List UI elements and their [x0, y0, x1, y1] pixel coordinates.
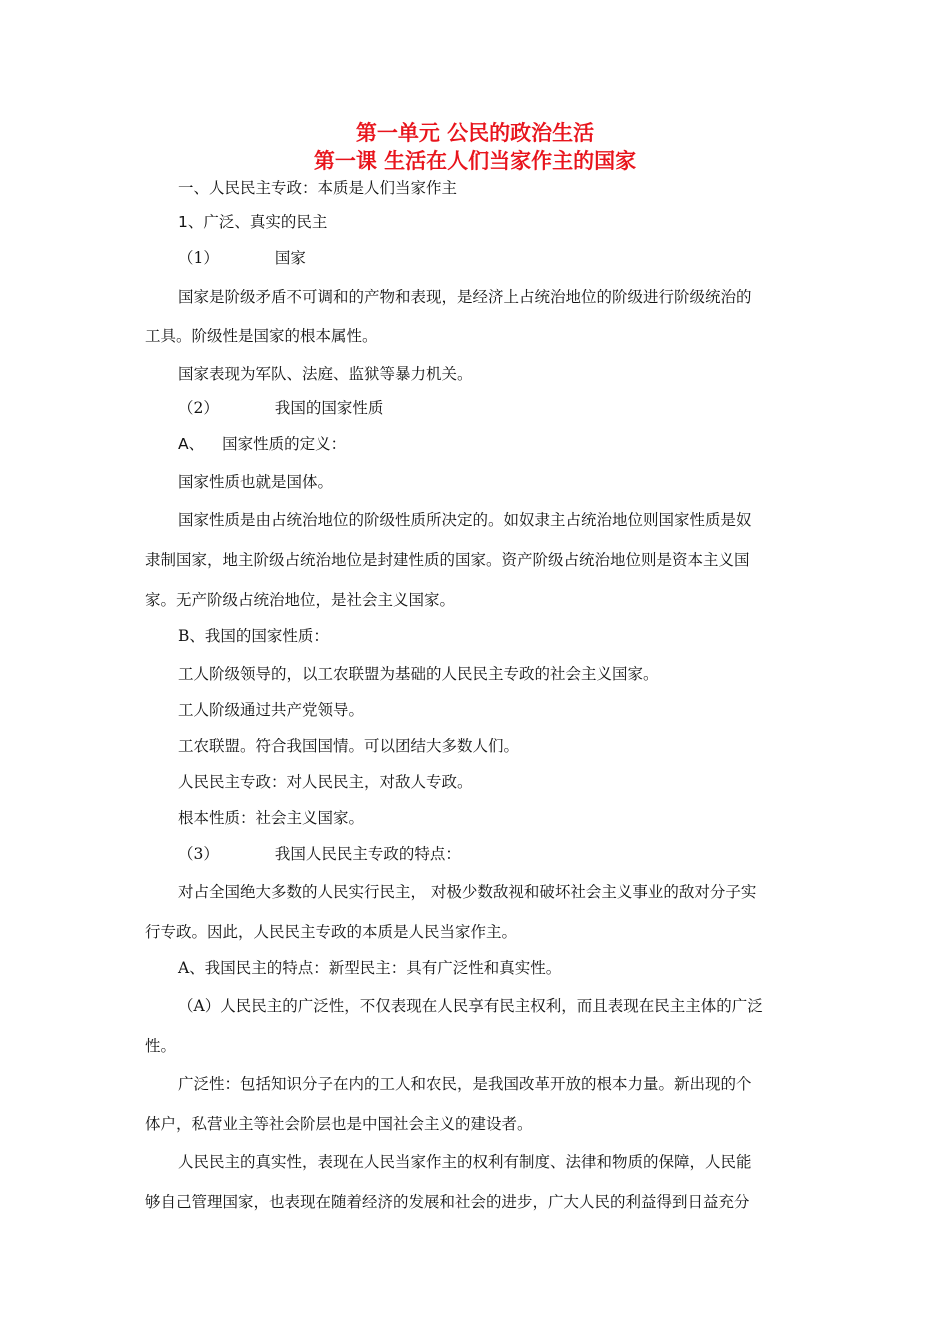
paragraph-line: 人民民主专政：对人民民主，对敌人专政。 — [178, 773, 473, 791]
item-heading — [178, 248, 306, 268]
item-number: （2） — [178, 399, 219, 417]
lesson-title: 第一课 生活在人们当家作主的国家 — [313, 149, 637, 173]
paragraph-line: 行专政。因此，人民民主专政的本质是人民当家作主。 — [145, 923, 518, 941]
item-label: 国家性质的定义： — [222, 435, 347, 453]
paragraph-line: 隶制国家，地主阶级占统治地位是封建性质的国家。资产阶级占统治地位则是资本主义国 — [145, 551, 750, 569]
paragraph-line: A、我国民主的特点：新型民主：具有广泛性和真实性。 — [178, 959, 562, 977]
section-heading: 一、人民民主专政：本质是人们当家作主 — [178, 179, 458, 197]
subsection-heading: 1、广泛、真实的民主 — [178, 213, 328, 231]
item-heading — [178, 398, 383, 418]
paragraph-line: 工人阶级领导的，以工农联盟为基础的人民民主专政的社会主义国家。 — [178, 665, 659, 683]
item-letter: A、 — [178, 435, 205, 453]
paragraph-line: 工具。阶级性是国家的根本属性。 — [145, 327, 378, 345]
paragraph-line: 国家表现为军队、法庭、监狱等暴力机关。 — [178, 365, 473, 383]
paragraph-line: 国家性质也就是国体。 — [178, 473, 334, 491]
paragraph-line: 够自己管理国家，也表现在随着经济的发展和社会的进步，广大人民的利益得到日益充分 — [145, 1193, 750, 1211]
unit-title: 第一单元 公民的政治生活 — [355, 121, 595, 145]
paragraph-line: 家。无产阶级占统治地位，是社会主义国家。 — [145, 591, 456, 609]
paragraph-line: 对占全国绝大多数的人民实行民主， 对极少数敌视和破坏社会主义事业的敌对分子实 — [178, 883, 757, 901]
item-label: 国家 — [274, 249, 306, 267]
paragraph-line: 国家性质是由占统治地位的阶级性质所决定的。如奴隶主占统治地位则国家性质是奴 — [178, 511, 752, 529]
paragraph-line: 体户，私营业主等社会阶层也是中国社会主义的建设者。 — [145, 1115, 533, 1133]
item-heading: B、我国的国家性质： — [178, 627, 329, 645]
paragraph-line: 国家是阶级矛盾不可调和的产物和表现，是经济上占统治地位的阶级进行阶级统治的 — [178, 288, 752, 306]
paragraph-line: 性。 — [145, 1037, 177, 1055]
paragraph-line: 根本性质：社会主义国家。 — [178, 809, 365, 827]
item-heading — [178, 844, 461, 864]
item-label: 我国的国家性质 — [274, 399, 384, 417]
item-label: 我国人民民主专政的特点： — [274, 845, 461, 863]
item-heading — [178, 434, 346, 454]
item-number: （3） — [178, 845, 219, 863]
paragraph-line: （A）人民民主的广泛性，不仅表现在人民享有民主权利，而且表现在民主主体的广泛 — [178, 997, 763, 1015]
paragraph-line: 工人阶级通过共产党领导。 — [178, 701, 365, 719]
paragraph-line: 工农联盟。符合我国国情。可以团结大多数人们。 — [178, 737, 520, 755]
item-number: （1） — [178, 249, 219, 267]
paragraph-line: 人民民主的真实性，表现在人民当家作主的权利有制度、法律和物质的保障，人民能 — [178, 1153, 752, 1171]
paragraph-line: 广泛性：包括知识分子在内的工人和农民，是我国改革开放的根本力量。新出现的个 — [178, 1075, 752, 1093]
